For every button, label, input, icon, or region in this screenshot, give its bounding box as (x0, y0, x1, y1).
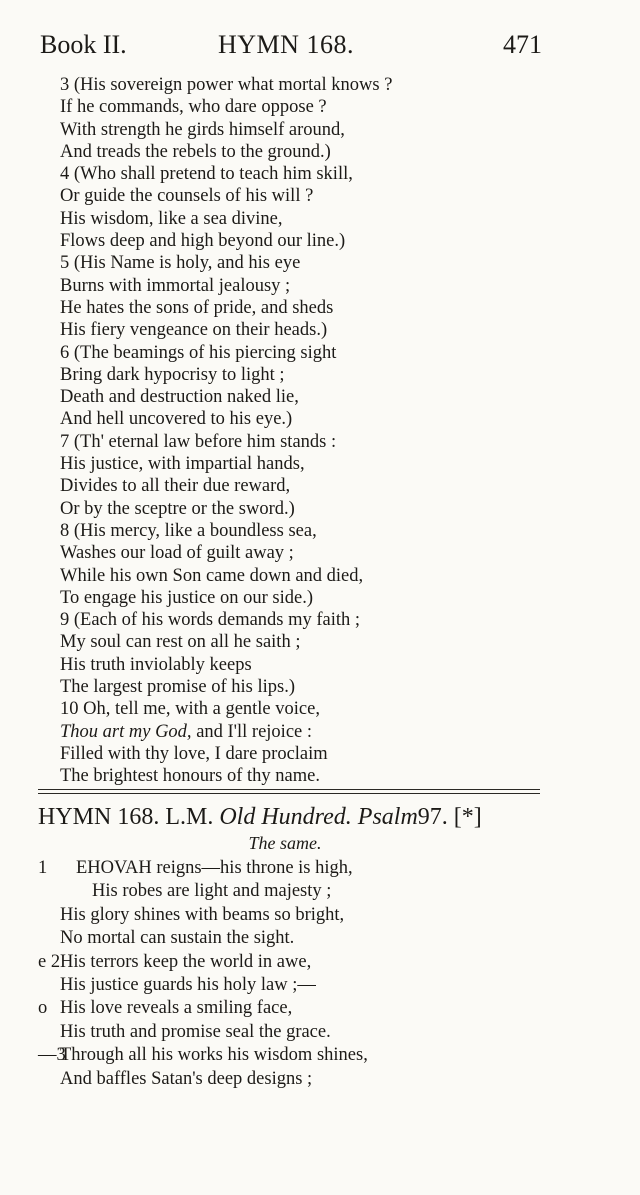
verse-text: His terrors keep the world in awe, (60, 951, 312, 972)
verse-line (38, 1044, 508, 1067)
verse-line: The largest promise of his lips.) (60, 677, 295, 698)
verse-line: And treads the rebels to the ground.) (60, 141, 331, 162)
verse-line (38, 880, 508, 903)
hymn-167-verses (60, 74, 500, 788)
verse-line: 10 Oh, tell me, with a gentle voice, (60, 699, 320, 720)
verse-line: 7 (Th' eternal law before him stands : (60, 431, 337, 452)
page-number: 471 (503, 30, 542, 59)
verse-line: Or by the sceptre or the sword.) (60, 498, 295, 519)
verse-text: His glory shines with beams so bright, (60, 904, 345, 925)
verse-text: Through all his works his wisdom shines, (60, 1045, 368, 1066)
verse-line: Flows deep and high beyond our line.) (60, 231, 346, 252)
verse-text: EHOVAH reigns—his throne is high, (76, 858, 353, 878)
verse-line: While his own Son came down and died, (60, 565, 364, 586)
verse-line: Divides to all their due reward, (60, 476, 291, 497)
verse-line (38, 1021, 508, 1044)
psalm-number: 97. (417, 804, 448, 830)
verse-text: No mortal can sustain the sight. (60, 928, 295, 949)
verse-line: Washes our load of guilt away ; (60, 543, 294, 564)
verse-line (38, 904, 508, 927)
verse-line: My soul can rest on all he saith ; (60, 632, 301, 653)
verse-line: He hates the sons of pride, and sheds (60, 297, 334, 318)
verse-line: Burns with immortal jealousy ; (60, 275, 291, 296)
tune-name: Old Hundred. Psalm (219, 804, 418, 830)
verse-line: Or guide the counsels of his will ? (60, 186, 314, 207)
verse-line: 9 (Each of his words demands my faith ; (60, 610, 361, 631)
verse-line: Death and destruction naked lie, (60, 387, 299, 408)
editorial-mark: [*] (453, 804, 482, 830)
italic-phrase: Thou art my God, (60, 721, 192, 742)
verse-line (38, 951, 508, 974)
verse-marker: —3 (38, 1045, 66, 1066)
verse-line: To engage his justice on our side.) (60, 587, 314, 608)
hymn-168-verses (38, 857, 508, 1091)
verse-marker: 1 (38, 858, 48, 878)
running-header (40, 28, 542, 62)
verse-text: His justice guards his holy law ;— (60, 974, 316, 995)
verse-line (38, 857, 508, 880)
section-divider (38, 789, 540, 790)
header-hymn-title: HYMN 168. (218, 30, 354, 59)
verse-line: His justice, with impartial hands, (60, 454, 305, 475)
verse-line (38, 997, 508, 1020)
hymn-168-heading (38, 801, 548, 833)
verse-line: 6 (The beamings of his piercing sight (60, 342, 337, 363)
verse-line: And hell uncovered to his eye.) (60, 409, 293, 430)
hymn-subtitle: The same. (248, 833, 322, 853)
verse-text: His robes are light and majesty ; (92, 881, 332, 902)
verse-line: His fiery vengeance on their heads.) (60, 320, 328, 341)
verse-marker: o (38, 998, 48, 1019)
verse-line: 4 (Who shall pretend to teach him skill, (60, 164, 353, 185)
verse-line (38, 974, 508, 997)
verse-line: If he commands, who dare oppose ? (60, 97, 327, 118)
verse-marker: e 2 (38, 951, 61, 972)
verse-line (60, 721, 500, 743)
verse-line: With strength he girds himself around, (60, 119, 345, 140)
verse-line: 3 (His sovereign power what mortal knows ? (60, 75, 393, 95)
verse-text: His love reveals a smiling face, (60, 998, 293, 1019)
section-divider (38, 793, 540, 794)
hymn-heading: HYMN 168. L.M. (38, 804, 214, 830)
book-label: Book II. (40, 30, 127, 59)
verse-line: Bring dark hypocrisy to light ; (60, 364, 285, 385)
verse-text: And baffles Satan's deep designs ; (60, 1068, 313, 1089)
verse-text: His truth and promise seal the grace. (60, 1021, 331, 1042)
verse-line: 5 (His Name is holy, and his eye (60, 253, 301, 274)
verse-line: His truth inviolably keeps (60, 654, 252, 675)
verse-line: The brightest honours of thy name. (60, 766, 320, 787)
verse-line: His wisdom, like a sea divine, (60, 208, 283, 229)
verse-line: 8 (His mercy, like a boundless sea, (60, 520, 317, 541)
verse-text: and I'll rejoice : (191, 721, 313, 742)
verse-line (38, 1068, 508, 1091)
verse-line (38, 927, 508, 950)
verse-line: Filled with thy love, I dare proclaim (60, 743, 328, 764)
